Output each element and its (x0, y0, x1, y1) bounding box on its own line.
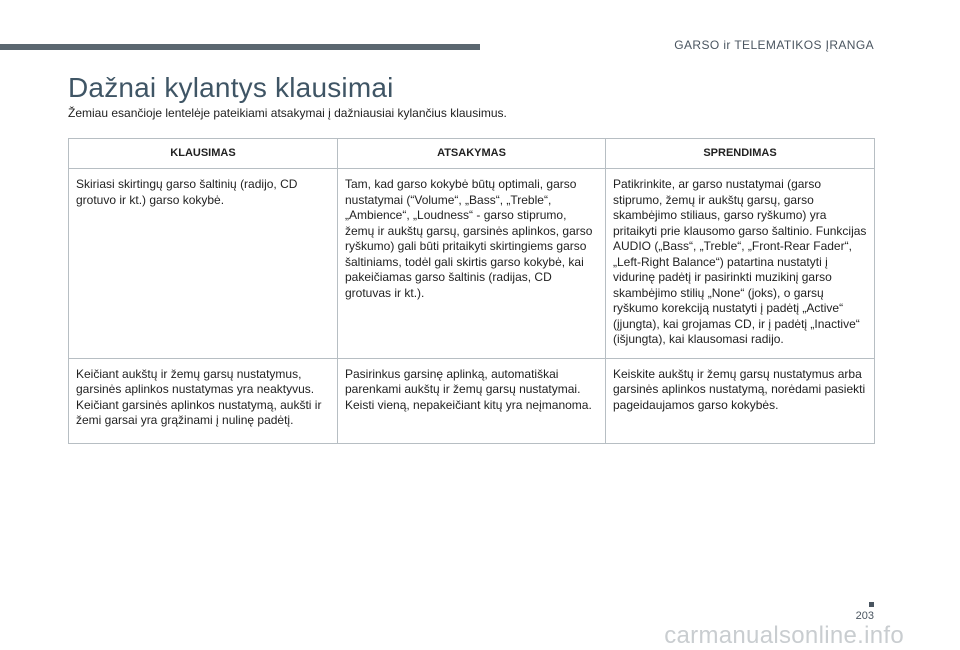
section-label: GARSO ir TELEMATIKOS ĮRANGA (674, 38, 874, 52)
answer-cell: Tam, kad garso kokybė būtų optimali, garso nustatymai (“Volume“, „Bass“, „Treble“, „Ambience“, „Loudness“ - garso stiprumo, žemų ir aukštų garsų, garsinės aplinkos, garso ryškumo) gali būti pritaikyti skirtingiems garso šaltiniams, todėl gali skirtis garso kokybė, kai pakeičiamas garso šaltinis (radijas, CD grotuvas ir kt.). (338, 169, 606, 359)
question-cell: Skiriasi skirtingų garso šaltinių (radijo, CD grotuvo ir kt.) garso kokybė. (69, 169, 338, 359)
table-row (69, 358, 875, 443)
page-number: 203 (855, 610, 874, 622)
page-title: Dažnai kylantys klausimai (68, 72, 394, 103)
faq-table (68, 138, 875, 444)
column-header-answer: ATSAKYMAS (338, 139, 606, 169)
solution-cell: Patikrinkite, ar garso nustatymai (garso stiprumo, žemų ir aukštų garsų, garso skambėjimo stiliaus, garso ryškumo) yra pritaikyti prie klausomo garso šaltinio. Funkcijas AUDIO („Bass“, „Treble“, „Front-Rear Fader“, „Left-Right Balance“) patartina nustatyti į vidurinę padėtį ir pasirinkti muzikinį garso skambėjimo stilių „None“ (joks), o garsų ryškumo korekciją nustatyti į padėtį „Active“ (įjungta), kai grojamas CD, ir į padėtį „Inactive“ (išjungta), kai klausomasi radijo. (606, 169, 875, 359)
column-header-question: KLAUSIMAS (69, 139, 338, 169)
page-marker-dot (869, 602, 874, 607)
table-row (69, 169, 875, 359)
table-header-row (69, 139, 875, 169)
answer-cell: Pasirinkus garsinę aplinką, automatiškai parenkami aukštų ir žemų garsų nustatymai. Keisti vieną, nepakeičiant kitų yra neįmanoma. (338, 358, 606, 443)
watermark: carmanualsonline.info (664, 622, 904, 649)
intro-text: Žemiau esančioje lentelėje pateikiami atsakymai į dažniausiai kylančius klausimus. (68, 106, 507, 120)
solution-cell: Keiskite aukštų ir žemų garsų nustatymus arba garsinės aplinkos nustatymą, norėdami pasiekti pageidaujamos garso kokybės. (606, 358, 875, 443)
header-accent-bar (0, 44, 480, 50)
question-cell: Keičiant aukštų ir žemų garsų nustatymus, garsinės aplinkos nustatymas yra neaktyvus. Keičiant garsinės aplinkos nustatymą, aukšti ir žemi garsai yra grąžinami į nulinę padėtį. (69, 358, 338, 443)
column-header-solution: SPRENDIMAS (606, 139, 875, 169)
